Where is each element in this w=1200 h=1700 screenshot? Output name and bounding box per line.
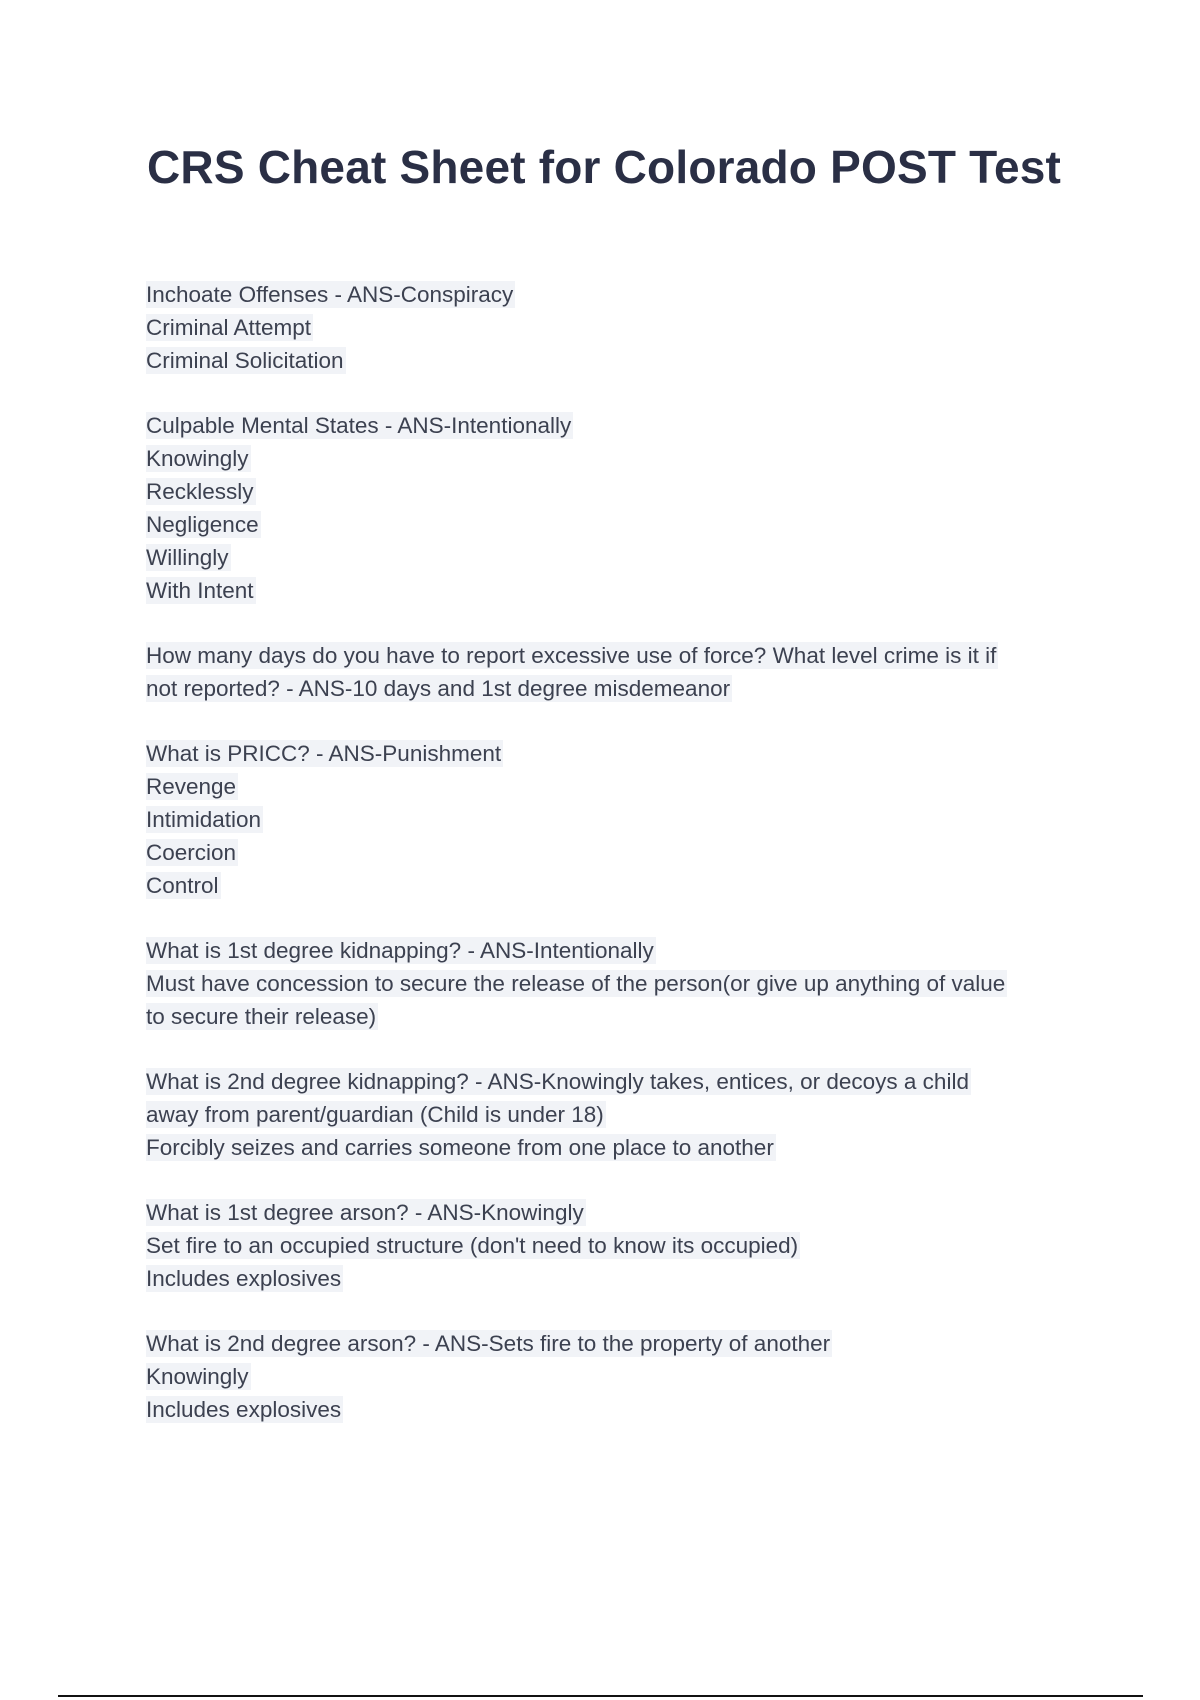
entry-line: What is 2nd degree kidnapping? - ANS-Knowingly takes, entices, or decoys a child <box>146 1069 969 1094</box>
footer-divider <box>58 1695 1143 1697</box>
document-body <box>146 278 1076 1458</box>
entry-line: away from parent/guardian (Child is under 18) <box>146 1102 604 1127</box>
entry-line: Criminal Solicitation <box>146 348 344 373</box>
entry-line: Must have concession to secure the release of the person(or give up anything of value <box>146 971 1006 996</box>
entry-line: Inchoate Offenses - ANS-Conspiracy <box>146 282 514 307</box>
entry-line: Control <box>146 873 219 898</box>
entry-line: What is PRICC? - ANS-Punishment <box>146 741 502 766</box>
entry-line: What is 2nd degree arson? - ANS-Sets fire to the property of another <box>146 1331 831 1356</box>
entry-line: to secure their release) <box>146 1004 377 1029</box>
document-title: CRS Cheat Sheet for Colorado POST Test <box>147 141 1062 193</box>
entry-line: How many days do you have to report excessive use of force? What level crime is it if <box>146 643 997 668</box>
entry-1st-degree-arson <box>146 1196 1076 1295</box>
entry-line: What is 1st degree kidnapping? - ANS-Intentionally <box>146 938 654 963</box>
entry-excessive-force <box>146 639 1076 705</box>
entry-line: Forcibly seizes and carries someone from one place to another <box>146 1135 774 1160</box>
entry-line: Includes explosives <box>146 1397 342 1422</box>
entry-line: What is 1st degree arson? - ANS-Knowingly <box>146 1200 584 1225</box>
entry-line: Negligence <box>146 512 259 537</box>
entry-line: Revenge <box>146 774 237 799</box>
entry-line: Willingly <box>146 545 229 570</box>
entry-2nd-degree-kidnapping <box>146 1065 1076 1164</box>
entry-pricc <box>146 737 1076 902</box>
entry-line: Set fire to an occupied structure (don't need to know its occupied) <box>146 1233 799 1258</box>
entry-culpable-mental-states <box>146 409 1076 607</box>
entry-1st-degree-kidnapping <box>146 934 1076 1033</box>
entry-line: Knowingly <box>146 1364 249 1389</box>
entry-2nd-degree-arson <box>146 1327 1076 1426</box>
entry-line: With Intent <box>146 578 254 603</box>
entry-line: Culpable Mental States - ANS-Intentionally <box>146 413 572 438</box>
entry-line: Includes explosives <box>146 1266 342 1291</box>
entry-line: Intimidation <box>146 807 262 832</box>
entry-inchoate-offenses <box>146 278 1076 377</box>
entry-line: Recklessly <box>146 479 254 504</box>
entry-line: Knowingly <box>146 446 249 471</box>
entry-line: Criminal Attempt <box>146 315 312 340</box>
entry-line: Coercion <box>146 840 237 865</box>
entry-line: not reported? - ANS-10 days and 1st degree misdemeanor <box>146 676 731 701</box>
